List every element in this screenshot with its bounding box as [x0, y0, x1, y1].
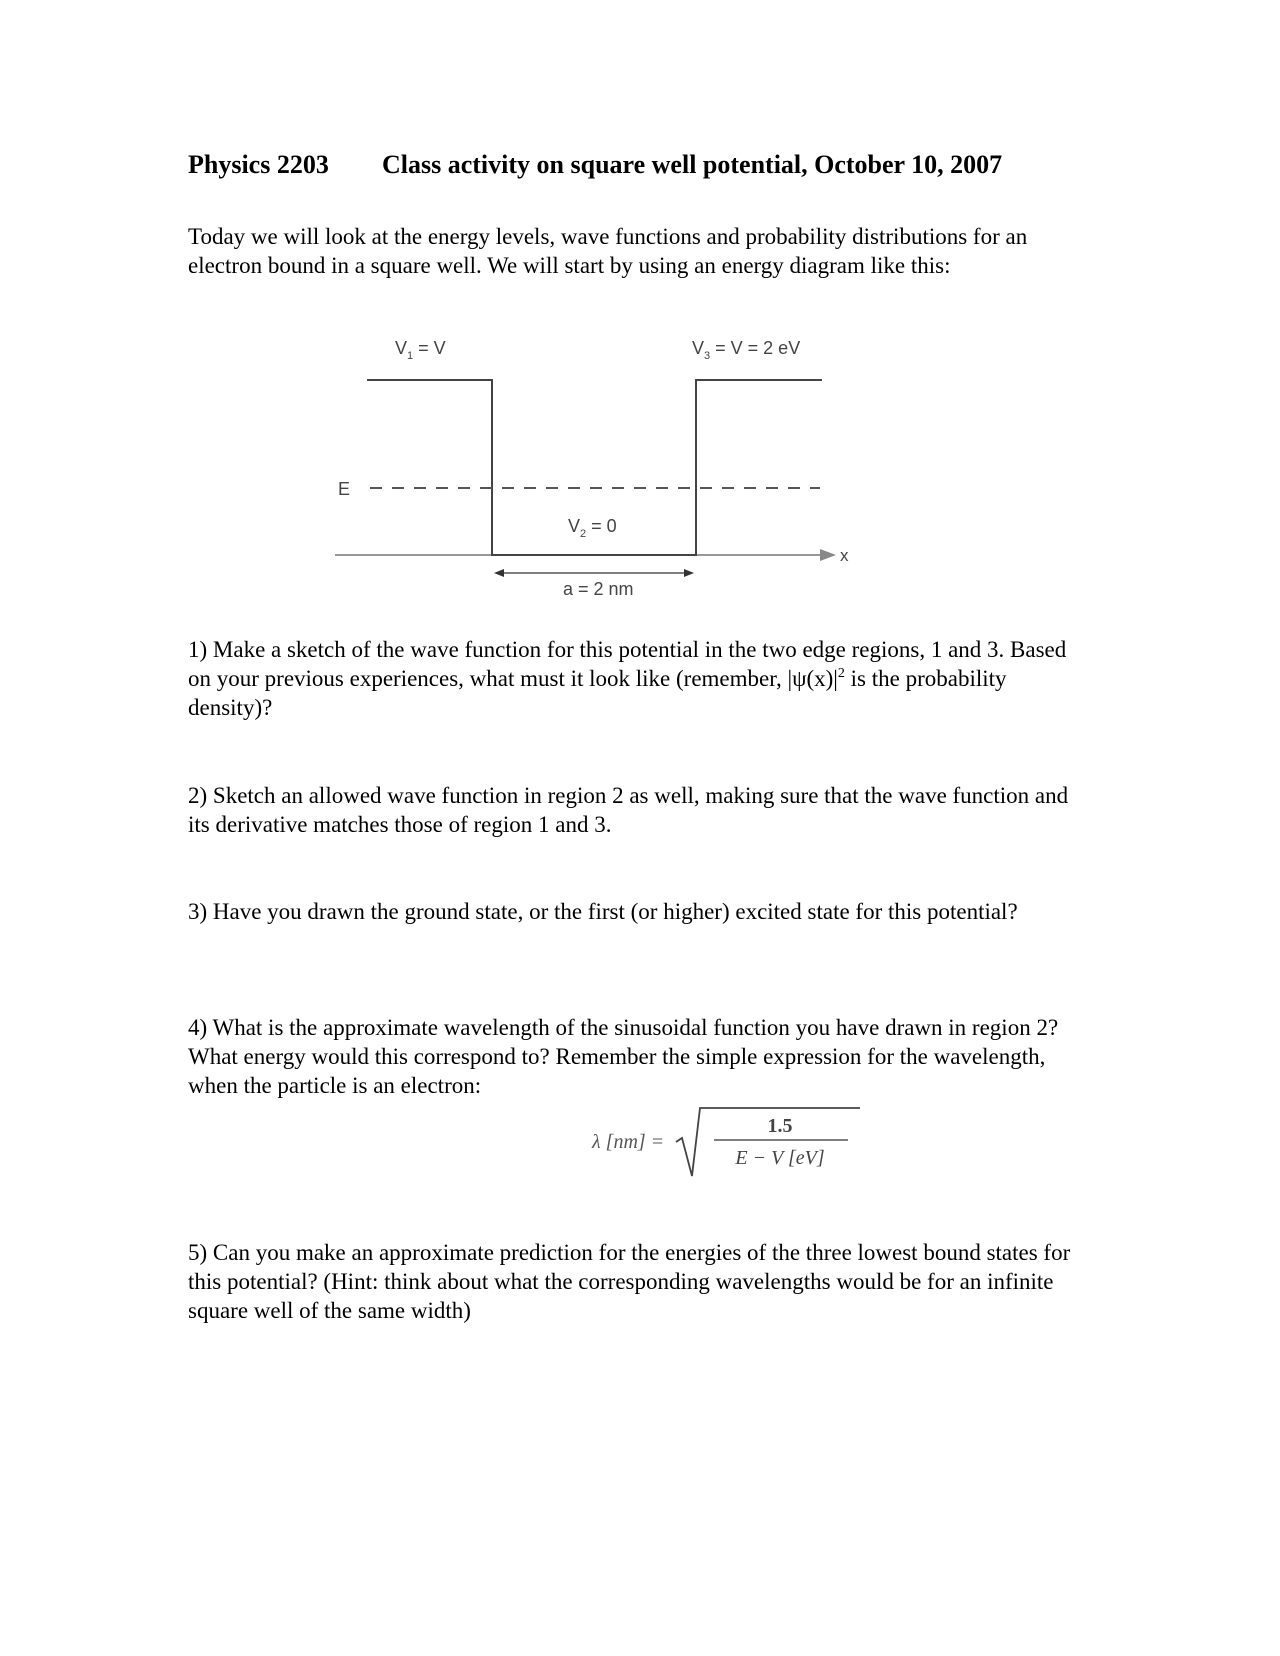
width-arrow-right-head [684, 569, 694, 577]
v1-label: $V_1 = V$ [395, 340, 446, 362]
x-axis-label: x [840, 546, 849, 565]
v2-label: $V_2 = 0$ [568, 516, 617, 540]
v3-label: $V_3 = V = 2$ eV [692, 340, 801, 362]
square-well-diagram [330, 340, 850, 600]
wavelength-formula [590, 1098, 870, 1180]
intro-paragraph: Today we will look at the energy levels, wave functions and probability distributions for an electron bound in a square well. We will start by using an energy diagram like this: [188, 224, 1028, 278]
question-2: 2) Sketch an allowed wave function in region 2 as well, making sure that the wave function and its derivative matches those of region 1 and 3. [188, 783, 1069, 837]
well-width-label: a = 2 nm [563, 579, 634, 599]
question-5: 5) Can you make an approximate prediction for the energies of the three lowest bound states for this potential? (Hint: think about what the corresponding wavelengths would be for an infinite square well of the same width) [188, 1240, 1071, 1323]
question-4: 4) What is the approximate wavelength of the sinusoidal function you have drawn in region 2? What energy would this correspond to? Remember the simple expression for the wavelength, when the particle is an electron: [188, 1015, 1059, 1098]
question-3: 3) Have you drawn the ground state, or the first (or higher) excited state for this potential? [188, 899, 1018, 924]
width-arrow-left-head [494, 569, 504, 577]
activity-title: Class activity on square well potential, October 10, 2007 [382, 150, 1003, 179]
x-axis-arrowhead [820, 549, 836, 561]
formula-numerator: 1.5 [767, 1115, 793, 1137]
question-1: 1) Make a sketch of the wave function for this potential in the two edge regions, 1 and 3. Based on your previous experiences, what must it look like (remember, $|\psi(x)|^2$ is the probability density)? [188, 637, 1067, 720]
course-code: Physics 2203 [188, 150, 329, 179]
formula-denominator: E − V [eV] [735, 1147, 825, 1169]
energy-label: E [338, 479, 351, 499]
formula-lhs: λ [nm] = [592, 1131, 665, 1153]
page-title [188, 150, 1002, 180]
